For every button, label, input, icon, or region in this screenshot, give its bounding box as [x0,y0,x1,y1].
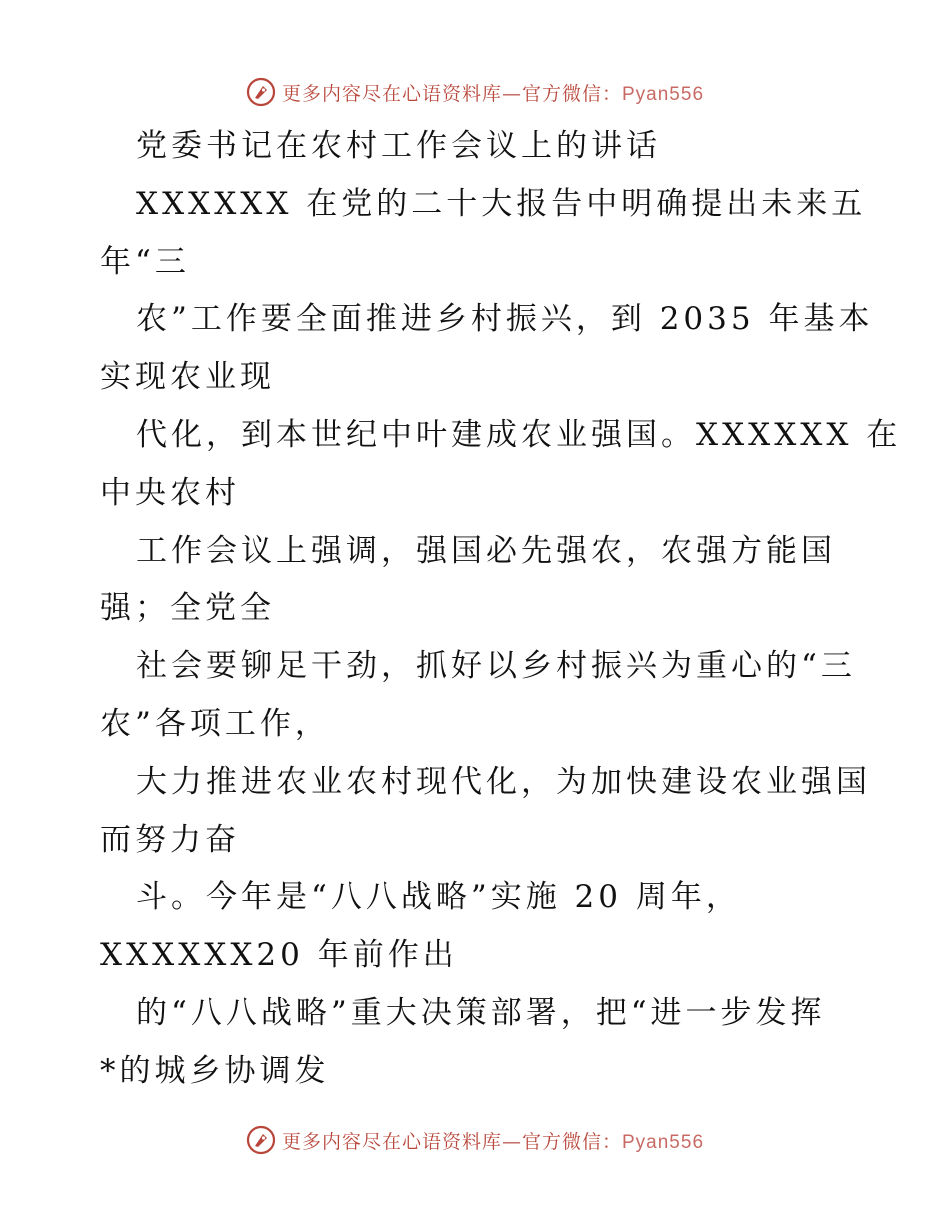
watermark-wechat-id: Pyan556 [622,83,705,105]
paragraph-line: 工作会议上强调，强国必先强农，农强方能国 [136,532,836,569]
watermark-separator: — [501,1130,522,1153]
paragraph-line: 实现农业现 [100,359,275,396]
paragraph-line: 而努力奋 [100,821,240,858]
paragraph-line: 中央农村 [100,474,240,511]
footer-watermark [0,1120,950,1160]
paragraph-line: 社会要铆足干劲，抓好以乡村振兴为重心的“三 [136,648,856,685]
watermark-separator: — [501,82,522,105]
watermark-brand: 更多内容尽在心语资料库 [281,82,502,105]
watermark-wechat-label: 官方微信： [521,1130,622,1153]
watermark-wechat-id: Pyan556 [622,1131,705,1153]
document-body [100,118,902,1101]
watermark-wechat-label: 官方微信： [521,82,622,105]
paragraph-line: 农”各项工作， [100,705,330,742]
paragraph-line: 代化，到本世纪中叶建成农业强国。XXXXXX 在 [136,416,902,453]
paragraph-line: 强；全党全 [100,590,275,627]
paragraph-line: *的城乡协调发 [100,1052,330,1089]
paragraph-line: 农”工作要全面推进乡村振兴，到 2035 年基本 [136,301,874,338]
paragraph-line: 年“三 [100,243,190,280]
paragraph-line: XXXXXX20 年前作出 [100,937,458,974]
watermark-brand: 更多内容尽在心语资料库 [281,1130,502,1153]
header-watermark [0,72,950,112]
pen-nib-circle-icon [246,77,276,107]
pen-nib-circle-icon [246,1125,276,1155]
paragraph-line: 大力推进农业农村现代化，为加快建设农业强国 [136,763,871,800]
document-title: 党委书记在农村工作会议上的讲话 [136,128,661,164]
paragraph-line: 的“八八战略”重大决策部署，把“进一步发挥 [136,994,826,1031]
paragraph-line: 斗。今年是“八八战略”实施 20 周年， [136,879,741,916]
paragraph-line: XXXXXX 在党的二十大报告中明确提出未来五 [136,185,867,222]
